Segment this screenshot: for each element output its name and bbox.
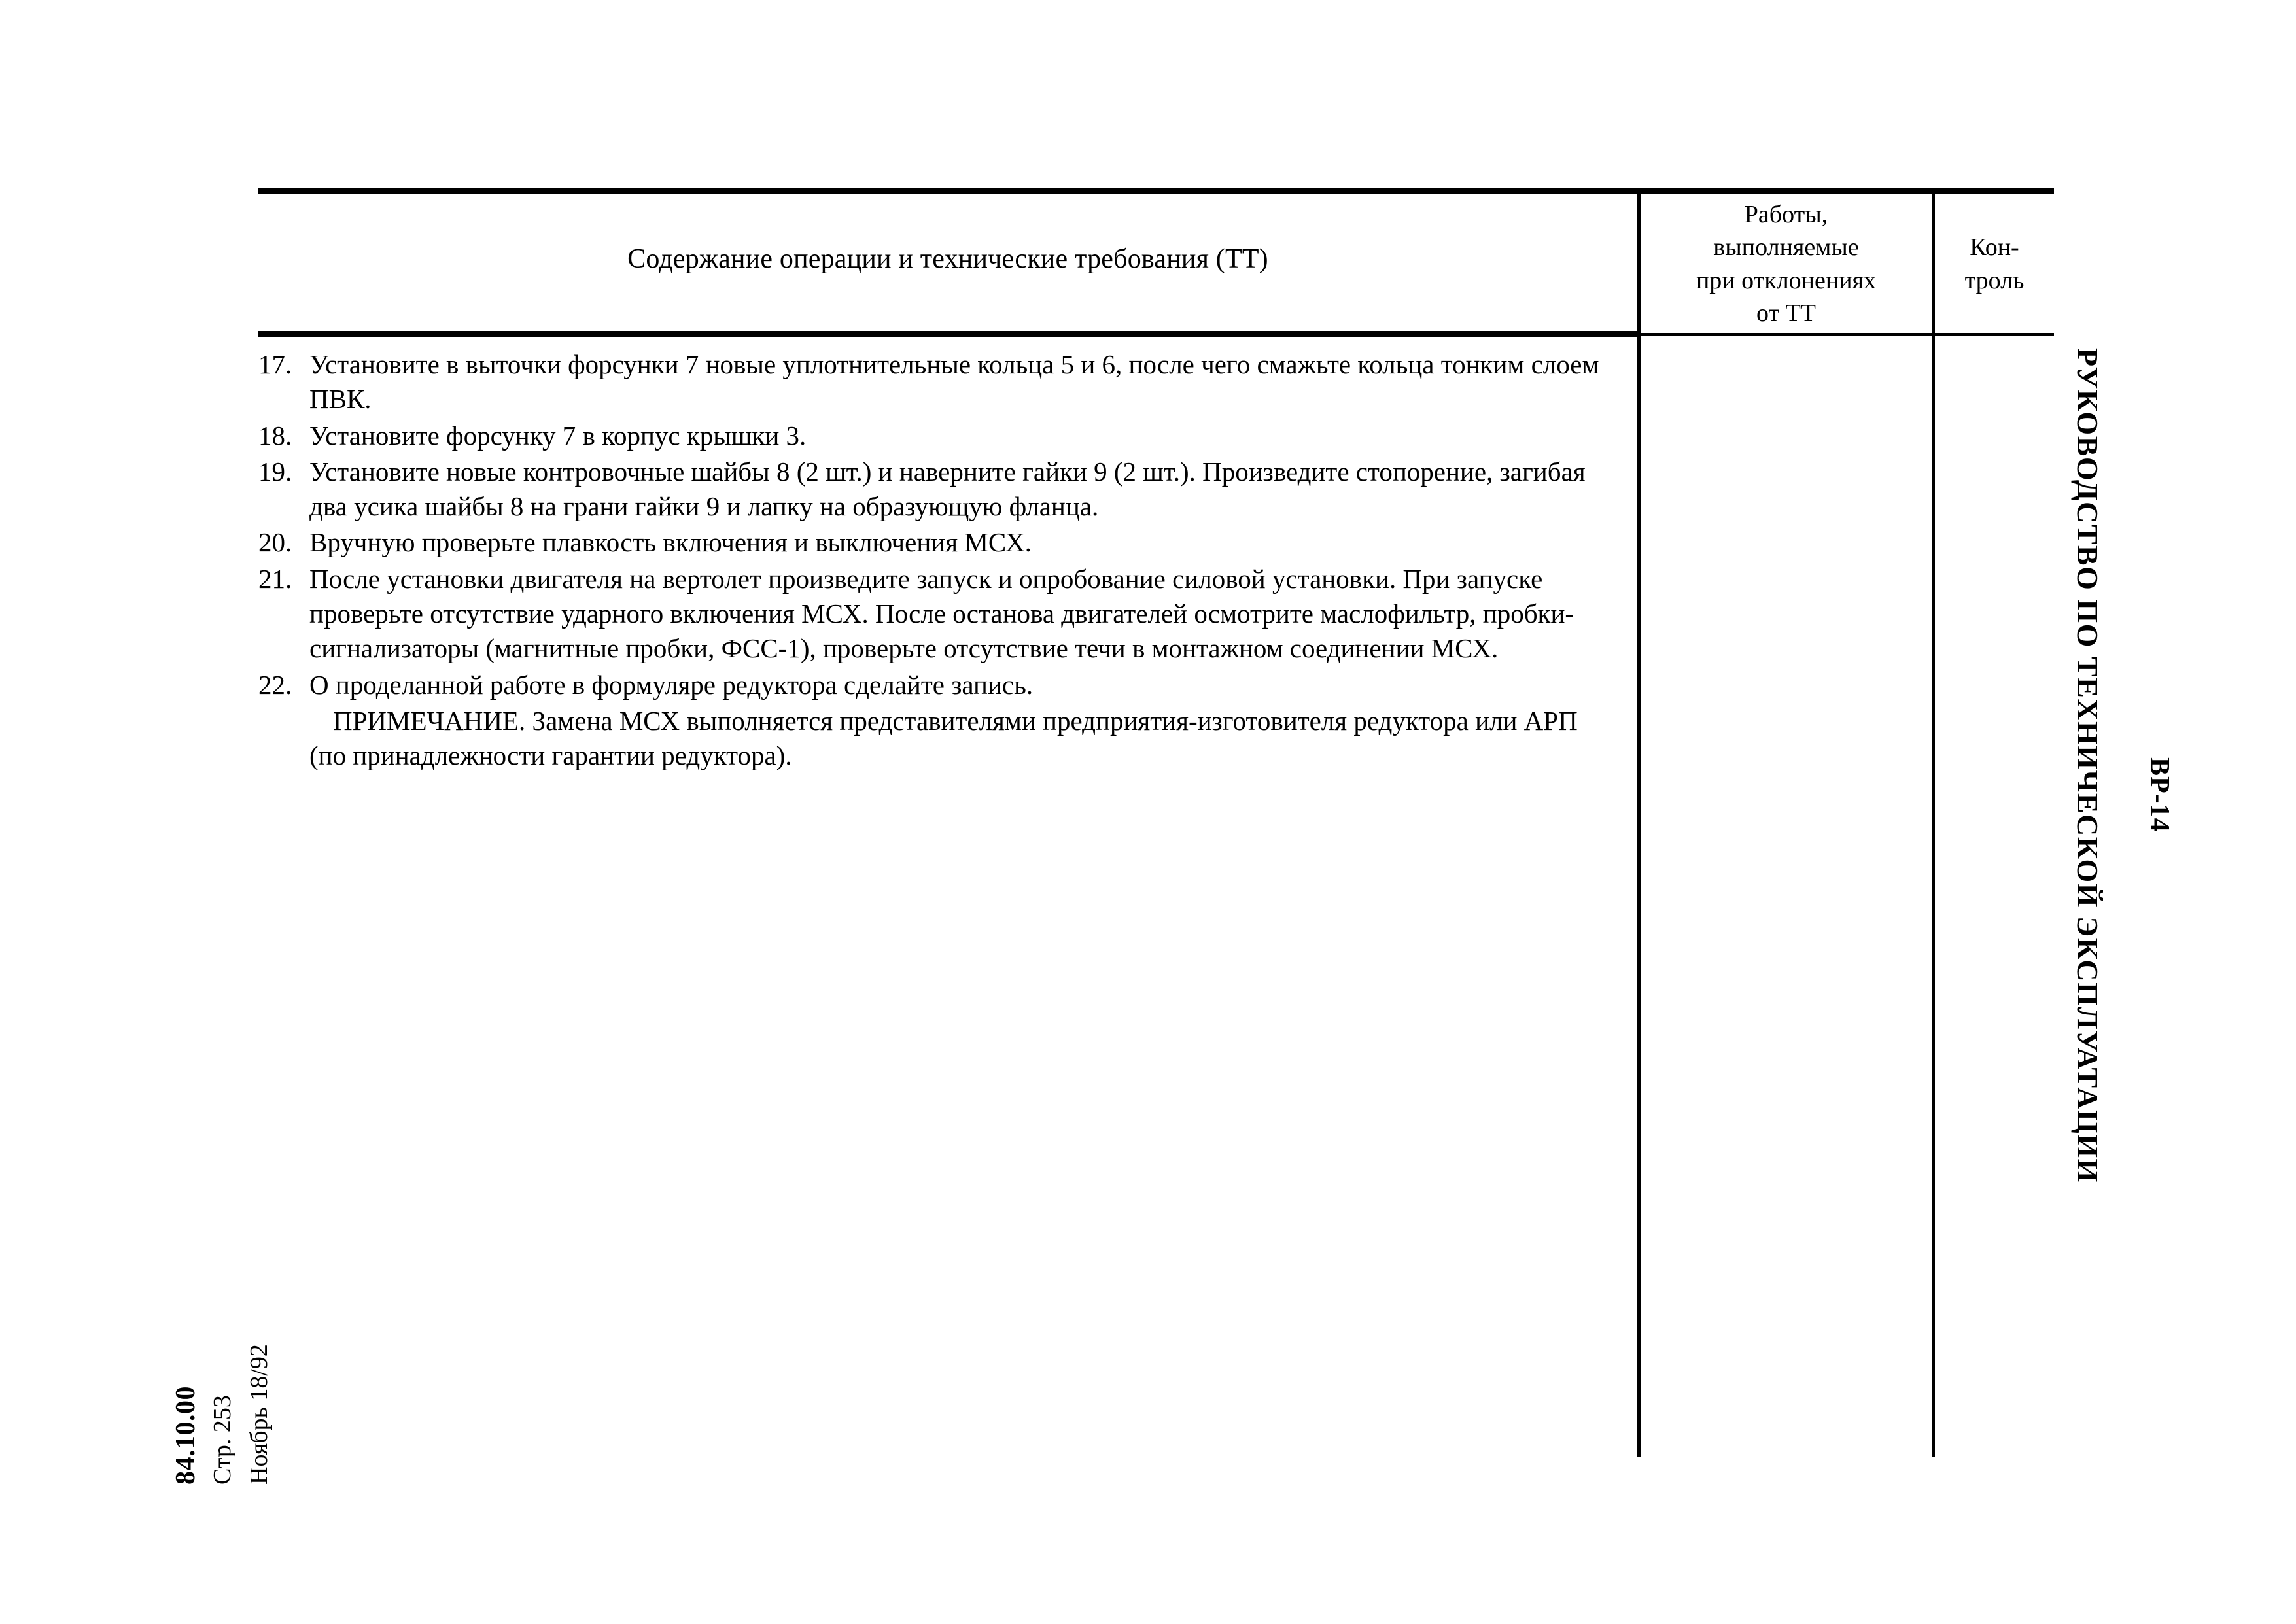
operations-column-body xyxy=(258,337,1609,774)
list-item-number: 19. xyxy=(258,456,292,487)
list-item xyxy=(258,455,1609,525)
column-header-deviations xyxy=(1641,195,1932,333)
list-item-text: Установите новые контровочные шайбы 8 (2 шт.) и наверните гайки 9 (2 шт.). Произведите стопорение, загибая два усика шайбы 8 на грани гайки 9 и лапку на образующую фланца. xyxy=(309,456,1586,522)
list-item-number: 21. xyxy=(258,563,292,594)
list-item-number: 18. xyxy=(258,420,292,451)
list-item-number: 20. xyxy=(258,527,292,558)
column-header-deviations-line4: от ТТ xyxy=(1756,299,1817,327)
column-header-operations xyxy=(258,188,1637,331)
list-item-number: 17. xyxy=(258,349,292,379)
footer-section-code: 84.10.00 xyxy=(171,1386,201,1485)
column-header-deviations-line1: Работы, xyxy=(1744,201,1828,229)
note-label: ПРИМЕЧАНИЕ. xyxy=(333,705,526,736)
list-item xyxy=(258,668,1609,702)
column-header-control-label xyxy=(1965,231,2025,296)
column-header-control-line1: Кон- xyxy=(1970,233,2019,262)
manual-title-vertical: РУКОВОДСТВО ПО ТЕХНИЧЕСКОЙ ЭКСПЛУАТАЦИИ xyxy=(2071,348,2104,1183)
list-item xyxy=(258,562,1609,666)
operations-table xyxy=(258,188,2054,1457)
list-item-text: Вручную проверьте плавкость включения и выключения МСХ. xyxy=(309,527,1032,558)
list-item-text: Установите в выточки форсунки 7 новые уплотнительные кольца 5 и 6, после чего смажьте кольца тонким слоем ПВК. xyxy=(309,349,1599,415)
column-separator-2 xyxy=(1932,188,1935,1457)
header-divider-rule-right xyxy=(1637,333,2054,336)
column-header-deviations-line3: при отклонениях xyxy=(1696,266,1877,294)
header-divider-rule-left xyxy=(258,331,1637,337)
list-item xyxy=(258,525,1609,560)
column-header-control-line2: троль xyxy=(1964,266,2025,294)
footer-date: Ноябрь 18/92 xyxy=(245,1344,273,1485)
list-item-text: После установки двигателя на вертолет произведите запуск и опробование силовой установки. При запуске проверьте отсутствие ударного включения МСХ. После останова двигателей осмотрите маслофильтр, пробки-сигнализаторы (магнитные пробки, ФСС-1), проверьте отсутствие течи в монтажном соединении МСХ. xyxy=(309,563,1574,664)
column-header-operations-label: Содержание операции и технические требования (ТТ) xyxy=(627,244,1268,275)
list-item-text: Установите форсунку 7 в корпус крышки 3. xyxy=(309,420,807,451)
list-item-number: 22. xyxy=(258,669,292,700)
column-separator-1 xyxy=(1637,188,1641,1457)
note-paragraph xyxy=(258,704,1609,774)
note-text: Замена МСХ выполняется представителями предприятия-изготовителя редуктора или АРП (по принадлежности гарантии редуктора). xyxy=(309,705,1578,771)
list-item xyxy=(258,347,1609,417)
table-top-rule-right xyxy=(1637,188,2054,194)
column-header-deviations-line2: выполняемые xyxy=(1713,233,1859,262)
aircraft-code-vertical: ВР-14 xyxy=(2144,757,2174,833)
column-header-deviations-label xyxy=(1696,198,1876,330)
footer-page-number: Стр. 253 xyxy=(209,1395,236,1485)
list-item-text: О проделанной работе в формуляре редуктора сделайте запись. xyxy=(309,669,1034,700)
column-header-control xyxy=(1935,195,2054,333)
list-item xyxy=(258,419,1609,453)
